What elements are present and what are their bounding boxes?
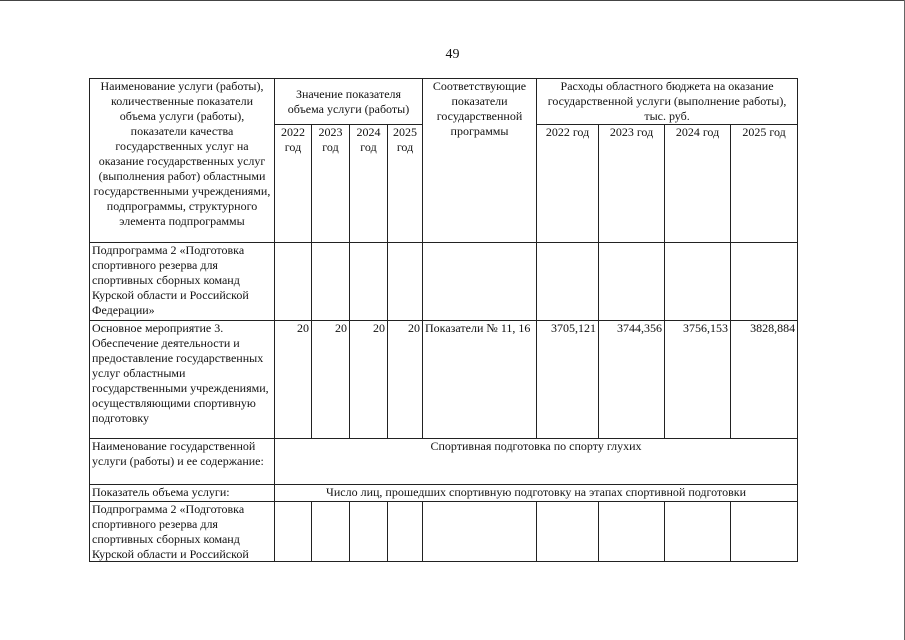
empty-cell <box>537 502 599 562</box>
value-year-cell: 2023 год <box>312 125 350 243</box>
volume-label-cell: Показатель объема услуги: <box>90 485 275 502</box>
value-cell: 20 <box>275 321 312 439</box>
header-row <box>90 79 798 125</box>
empty-cell <box>537 243 599 321</box>
page-number: 49 <box>445 47 460 62</box>
budget-year-cell: 2023 год <box>599 125 665 243</box>
header-name-cell: Наименование услуги (работы), количественные показатели объема услуги (работы), показатели качества государственных услуг на оказание государственных услуг (выполнения работ) областными государственными учреждениями, подпрограммы, структурного элемента подпрограммы <box>90 79 275 243</box>
empty-cell <box>423 502 537 562</box>
empty-cell <box>731 502 798 562</box>
main-event-row <box>90 321 798 439</box>
budget-cell: 3705,121 <box>537 321 599 439</box>
subprogram-name-cell <box>90 502 275 562</box>
subprogram-row-continued <box>90 502 798 562</box>
value-year-cell: 2024 год <box>350 125 388 243</box>
service-value-cell: Спортивная подготовка по спорту глухих <box>275 439 798 485</box>
budget-cell: 3744,356 <box>599 321 665 439</box>
header-value-cell: Значение показателя объема услуги (работы) <box>275 79 423 125</box>
empty-cell <box>599 243 665 321</box>
empty-cell <box>350 502 388 562</box>
empty-cell <box>665 243 731 321</box>
value-cell: 20 <box>312 321 350 439</box>
empty-cell <box>599 502 665 562</box>
empty-cell <box>350 243 388 321</box>
volume-value-cell: Число лиц, прошедших спортивную подготовку на этапах спортивной подготовки <box>275 485 798 502</box>
budget-cell: 3756,153 <box>665 321 731 439</box>
budget-cell: 3828,884 <box>731 321 798 439</box>
value-cell: 20 <box>388 321 423 439</box>
empty-cell <box>275 243 312 321</box>
empty-cell <box>275 502 312 562</box>
budget-year-cell: 2025 год <box>731 125 798 243</box>
empty-cell <box>388 243 423 321</box>
budget-year-cell: 2024 год <box>665 125 731 243</box>
empty-cell <box>665 502 731 562</box>
empty-cell <box>731 243 798 321</box>
budget-table <box>89 78 798 562</box>
header-indicators-cell: Соответствующие показатели государственной программы <box>423 79 537 243</box>
value-year-cell: 2025 год <box>388 125 423 243</box>
volume-row <box>90 485 798 502</box>
page-top-edge <box>0 0 905 1</box>
service-label-cell: Наименование государственной услуги (работы) и ее содержание: <box>90 439 275 485</box>
budget-year-cell: 2022 год <box>537 125 599 243</box>
header-budget-cell: Расходы областного бюджета на оказание государственной услуги (выполнение работы), тыс. руб. <box>537 79 798 125</box>
value-year-cell: 2022 год <box>275 125 312 243</box>
empty-cell <box>312 502 350 562</box>
subprogram-row <box>90 243 798 321</box>
main-event-name-cell: Основное мероприятие 3. Обеспечение деятельности и предоставление государственных услуг областными государственными учреждениями, осуществляющими спортивную подготовку <box>90 321 275 439</box>
subprogram-text: Подпрограмма 2 «Подготовка спортивного резерва для спортивных сборных команд Курской области и Российской <box>92 502 249 561</box>
indicators-cell: Показатели № 11, 16 <box>423 321 537 439</box>
subprogram-name-cell: Подпрограмма 2 «Подготовка спортивного резерва для спортивных сборных команд Курской области и Российской Федерации» <box>90 243 275 321</box>
empty-cell <box>312 243 350 321</box>
value-cell: 20 <box>350 321 388 439</box>
service-row <box>90 439 798 485</box>
empty-cell <box>423 243 537 321</box>
empty-cell <box>388 502 423 562</box>
